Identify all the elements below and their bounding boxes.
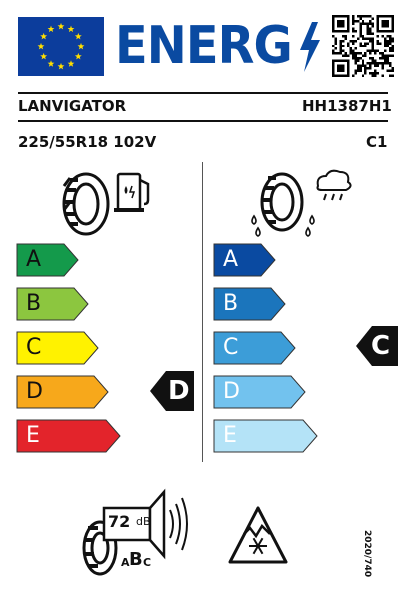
qr-module <box>349 50 351 52</box>
qr-module <box>384 55 386 57</box>
qr-module <box>374 70 376 72</box>
qr-module <box>389 47 391 49</box>
qr-module <box>357 70 359 72</box>
eu-stars-icon <box>18 17 104 76</box>
qr-module <box>377 50 379 52</box>
qr-module <box>344 52 346 54</box>
qr-module <box>364 65 366 67</box>
qr-module <box>389 37 391 39</box>
qr-module <box>357 67 359 69</box>
qr-module <box>374 65 376 67</box>
eu-star-icon <box>40 53 47 60</box>
qr-module <box>354 47 356 49</box>
eu-star-icon <box>38 43 45 50</box>
header-rule <box>18 92 388 94</box>
qr-module <box>387 70 389 72</box>
qr-module <box>359 32 361 34</box>
noise-class-c: C <box>143 556 152 569</box>
qr-module <box>392 70 394 72</box>
qr-module <box>369 37 371 39</box>
qr-module <box>352 52 354 54</box>
qr-module <box>339 45 341 47</box>
qr-module <box>342 35 344 37</box>
qr-module <box>367 22 369 24</box>
eu-star-icon <box>58 63 65 70</box>
qr-module <box>362 55 364 57</box>
qr-module <box>359 22 361 24</box>
qr-module <box>359 30 361 32</box>
eu-star-icon <box>48 26 55 33</box>
qr-module <box>352 17 354 19</box>
eu-star-icon <box>68 26 75 33</box>
qr-module <box>339 40 341 42</box>
qr-module <box>342 40 344 42</box>
qr-module <box>349 40 351 42</box>
eu-star-icon <box>40 33 47 40</box>
qr-module <box>392 50 394 52</box>
qr-module <box>379 42 381 44</box>
qr-module <box>389 65 391 67</box>
qr-module <box>374 50 376 52</box>
qr-module <box>344 35 346 37</box>
qr-module <box>369 72 371 74</box>
qr-module <box>369 52 371 54</box>
qr-module <box>332 50 334 52</box>
wet-grip-icon <box>246 164 356 244</box>
qr-module <box>354 30 356 32</box>
qr-module <box>339 42 341 44</box>
qr-module <box>352 75 354 77</box>
qr-module <box>367 50 369 52</box>
qr-module <box>372 45 374 47</box>
qr-module <box>367 67 369 69</box>
qr-module <box>372 50 374 52</box>
qr-module <box>357 57 359 59</box>
qr-module <box>337 65 344 72</box>
qr-module <box>384 60 386 62</box>
qr-module <box>347 42 349 44</box>
qr-module <box>372 42 374 44</box>
qr-module <box>344 55 346 57</box>
qr-module <box>339 52 341 54</box>
qr-module <box>382 57 384 59</box>
qr-module <box>372 57 374 59</box>
qr-module <box>369 57 371 59</box>
qr-module <box>359 17 361 19</box>
qr-module <box>384 45 386 47</box>
qr-module <box>364 52 366 54</box>
eu-star-icon <box>75 53 82 60</box>
qr-module <box>382 67 384 69</box>
qr-module <box>357 20 359 22</box>
qr-module <box>374 52 376 54</box>
qr-module <box>369 15 371 17</box>
qr-module <box>387 35 389 37</box>
qr-module <box>359 25 361 27</box>
qr-module <box>384 37 386 39</box>
snow-grip-icon <box>228 506 288 568</box>
qr-module <box>369 65 371 67</box>
qr-module <box>349 47 351 49</box>
qr-module <box>364 55 366 57</box>
fuel-rating-indicator <box>150 371 194 415</box>
energy-title: ENERG <box>115 16 292 76</box>
qr-module <box>389 50 391 52</box>
qr-module <box>357 37 359 39</box>
qr-module <box>382 55 384 57</box>
qr-module <box>392 47 394 49</box>
qr-module <box>384 62 386 64</box>
qr-module <box>362 62 364 64</box>
qr-module <box>334 52 336 54</box>
qr-module <box>384 40 386 42</box>
model-identifier: HH1387H1 <box>302 97 392 115</box>
qr-module <box>377 35 379 37</box>
qr-module <box>372 47 374 49</box>
qr-module <box>362 37 364 39</box>
qr-module <box>372 40 374 42</box>
fuel-class-e: E <box>26 423 40 448</box>
qr-module <box>362 60 364 62</box>
subheader-rule <box>18 120 388 122</box>
fuel-rating-letter: D <box>168 376 190 406</box>
qr-module <box>389 40 391 42</box>
qr-module <box>372 75 374 77</box>
fuel-efficiency-icon <box>60 166 160 242</box>
qr-module <box>362 20 364 22</box>
qr-module <box>377 40 379 42</box>
qr-module <box>362 45 364 47</box>
qr-module <box>372 62 374 64</box>
qr-module <box>344 37 346 39</box>
wet-grip-rating-letter: C <box>371 331 391 361</box>
qr-module <box>369 50 371 52</box>
qr-module <box>354 60 356 62</box>
qr-module <box>392 37 394 39</box>
column-divider <box>202 162 203 462</box>
noise-class-b: B <box>129 549 143 570</box>
wet-class-c: C <box>223 335 239 360</box>
qr-module <box>369 27 371 29</box>
qr-module <box>362 65 364 67</box>
eu-star-icon <box>75 33 82 40</box>
qr-module <box>359 35 361 37</box>
qr-module <box>387 57 389 59</box>
qr-module <box>359 42 361 44</box>
tyre-size: 225/55R18 102V <box>18 133 157 151</box>
qr-module <box>382 20 389 27</box>
energy-bolt-icon <box>298 22 322 76</box>
qr-module <box>362 22 364 24</box>
qr-module <box>359 52 361 54</box>
qr-module <box>372 25 374 27</box>
fuel-class-d: D <box>26 379 43 404</box>
qr-module <box>364 22 366 24</box>
qr-module <box>339 50 341 52</box>
qr-module <box>389 42 391 44</box>
qr-module <box>389 75 391 77</box>
qr-module <box>342 45 344 47</box>
qr-module <box>352 15 354 17</box>
qr-module <box>332 45 334 47</box>
qr-module <box>377 72 379 74</box>
qr-module <box>364 37 366 39</box>
qr-module <box>379 57 381 59</box>
eu-star-icon <box>48 60 55 67</box>
qr-module <box>387 62 389 64</box>
qr-module <box>332 35 334 37</box>
qr-module <box>334 42 336 44</box>
qr-module <box>364 15 366 17</box>
qr-module <box>369 62 371 64</box>
qr-module <box>337 20 344 27</box>
qr-module <box>339 47 341 49</box>
qr-module <box>369 67 371 69</box>
qr-module <box>367 42 369 44</box>
qr-module <box>357 15 359 17</box>
qr-module <box>352 50 354 52</box>
qr-module <box>377 42 379 44</box>
qr-module <box>379 62 381 64</box>
qr-module <box>352 20 354 22</box>
regulation-number: 2020/740 <box>362 530 372 578</box>
qr-module <box>387 40 389 42</box>
qr-code[interactable] <box>332 14 394 78</box>
qr-module <box>369 22 371 24</box>
qr-module <box>337 52 339 54</box>
qr-module <box>354 52 356 54</box>
qr-module <box>354 72 356 74</box>
qr-module <box>364 42 366 44</box>
fuel-class-b: B <box>26 291 42 316</box>
qr-module <box>392 67 394 69</box>
qr-module <box>354 40 356 42</box>
wet-class-d: D <box>223 379 240 404</box>
wet-class-b: B <box>223 291 239 316</box>
qr-module <box>357 52 359 54</box>
qr-module <box>367 30 369 32</box>
qr-module <box>387 60 389 62</box>
qr-module <box>372 37 374 39</box>
qr-module <box>362 35 364 37</box>
qr-module <box>367 25 369 27</box>
qr-module <box>369 40 371 42</box>
eu-flag <box>18 17 104 76</box>
qr-module <box>372 72 374 74</box>
qr-module <box>334 47 336 49</box>
qr-module <box>364 45 366 47</box>
qr-module <box>392 40 394 42</box>
qr-module <box>389 62 391 64</box>
qr-module <box>352 27 354 29</box>
qr-module <box>372 22 374 24</box>
qr-module <box>382 35 384 37</box>
qr-module <box>387 55 389 57</box>
qr-module <box>382 62 384 64</box>
qr-module <box>392 45 394 47</box>
qr-module <box>372 60 374 62</box>
qr-module <box>332 52 334 54</box>
eu-star-icon <box>68 60 75 67</box>
qr-module <box>359 15 361 17</box>
qr-module <box>387 45 389 47</box>
qr-module <box>334 40 336 42</box>
qr-module <box>367 37 369 39</box>
qr-module <box>347 45 349 47</box>
qr-module <box>379 52 381 54</box>
qr-module <box>357 60 359 62</box>
eu-star-icon <box>58 23 65 30</box>
qr-module <box>392 75 394 77</box>
eu-star-icon <box>78 43 85 50</box>
qr-module <box>387 42 389 44</box>
qr-module <box>384 57 386 59</box>
qr-module <box>382 75 384 77</box>
wet-class-a: A <box>223 247 239 272</box>
fuel-class-a: A <box>26 247 42 272</box>
qr-module <box>352 57 354 59</box>
fuel-class-c: C <box>26 335 42 360</box>
wet-class-e: E <box>223 423 237 448</box>
qr-module <box>354 70 356 72</box>
wet-grip-scale <box>213 243 333 459</box>
qr-module <box>352 42 354 44</box>
qr-module <box>349 52 351 54</box>
qr-module <box>374 62 376 64</box>
qr-module <box>377 65 379 67</box>
qr-module <box>354 57 356 59</box>
wet-grip-rating-indicator <box>356 326 398 370</box>
qr-module <box>354 55 356 57</box>
qr-module <box>367 15 369 17</box>
qr-module <box>382 52 384 54</box>
qr-module <box>374 75 376 77</box>
qr-module <box>359 67 361 69</box>
qr-module <box>377 62 379 64</box>
qr-module <box>352 40 354 42</box>
qr-module <box>342 50 344 52</box>
qr-module <box>389 70 391 72</box>
qr-module <box>369 20 371 22</box>
qr-module <box>359 27 361 29</box>
qr-module <box>347 55 349 57</box>
qr-module <box>352 30 354 32</box>
qr-module <box>369 32 371 34</box>
noise-unit: dB <box>136 515 151 528</box>
qr-module <box>342 55 344 57</box>
qr-module <box>374 60 376 62</box>
qr-module <box>352 22 354 24</box>
qr-module <box>354 20 356 22</box>
qr-module <box>389 55 391 57</box>
fuel-efficiency-scale <box>16 243 136 459</box>
brand-name: LANVIGATOR <box>18 97 127 115</box>
qr-module <box>352 55 354 57</box>
qr-module <box>372 32 374 34</box>
qr-module <box>364 67 366 69</box>
qr-module <box>352 35 354 37</box>
qr-module <box>382 65 384 67</box>
qr-module <box>359 65 361 67</box>
qr-module <box>357 65 359 67</box>
qr-module <box>384 42 386 44</box>
qr-module <box>367 62 369 64</box>
qr-module <box>359 57 361 59</box>
tyre-class: C1 <box>366 133 388 151</box>
noise-class-a: A <box>121 556 130 569</box>
qr-module <box>359 70 361 72</box>
qr-module <box>374 72 376 74</box>
qr-module <box>364 70 366 72</box>
qr-module <box>359 45 361 47</box>
qr-module <box>362 75 364 77</box>
qr-module <box>367 27 369 29</box>
qr-module <box>364 72 366 74</box>
qr-module <box>384 50 386 52</box>
qr-module <box>392 55 394 57</box>
qr-module <box>334 37 336 39</box>
qr-module <box>389 35 391 37</box>
qr-module <box>367 32 369 34</box>
qr-module <box>354 62 356 64</box>
qr-module <box>372 17 374 19</box>
noise-value: 72 <box>108 512 131 531</box>
qr-module <box>362 15 364 17</box>
qr-module <box>369 30 371 32</box>
